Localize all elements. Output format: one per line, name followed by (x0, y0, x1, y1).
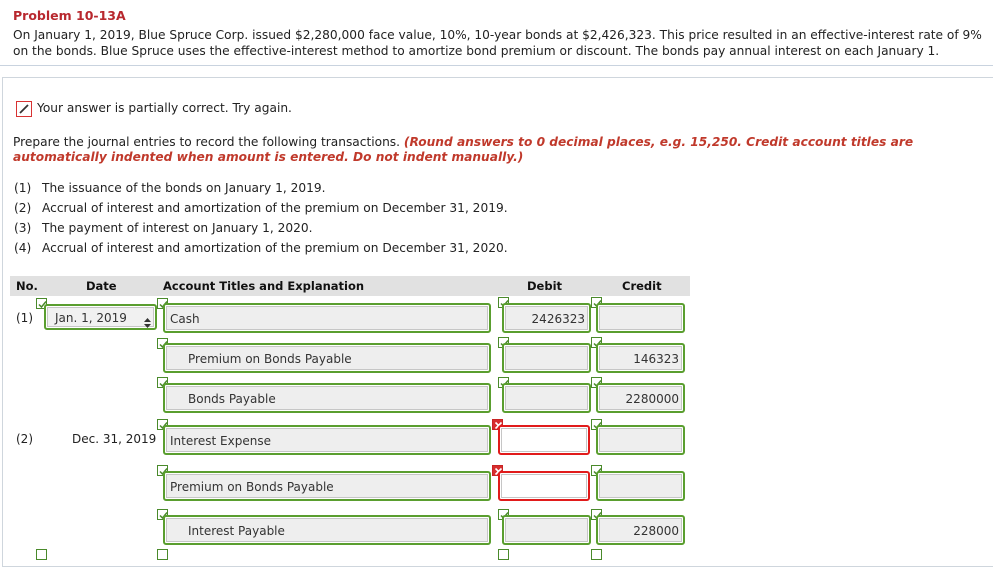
credit-value (599, 474, 682, 498)
debit-field[interactable] (502, 383, 591, 413)
credit-field[interactable] (596, 515, 685, 545)
credit-field[interactable] (596, 471, 685, 501)
credit-field[interactable] (596, 383, 685, 413)
debit-field[interactable] (502, 343, 591, 373)
transaction-number: (1) (14, 181, 32, 195)
header-credit: Credit (622, 279, 662, 293)
debit-value (505, 518, 588, 542)
debit-value (501, 428, 587, 452)
transaction-text: Accrual of interest and amortization of the premium on December 31, 2019. (42, 201, 508, 215)
account-title-field[interactable] (163, 425, 491, 455)
transaction-number: (3) (14, 221, 32, 235)
transaction-number: (4) (14, 241, 32, 255)
credit-field[interactable] (596, 343, 685, 373)
instructions-prompt: Prepare the journal entries to record the following transactions. (13, 135, 401, 149)
correct-check-icon (498, 549, 509, 560)
account-title-field[interactable] (163, 343, 491, 373)
credit-value (599, 428, 682, 452)
partial-correct-icon (16, 101, 32, 117)
correct-check-icon (591, 549, 602, 560)
list-item (14, 219, 508, 239)
header-debit: Debit (527, 279, 563, 293)
transaction-text: The payment of interest on January 1, 2020. (42, 221, 313, 235)
debit-value: 2426323 (505, 306, 588, 330)
account-title-value: Bonds Payable (166, 386, 488, 410)
problem-title: Problem 10-13A (13, 8, 126, 23)
debit-field[interactable] (498, 425, 590, 455)
list-item (14, 239, 508, 259)
debit-value (505, 386, 588, 410)
account-title-field[interactable] (163, 383, 491, 413)
account-title-value: Premium on Bonds Payable (166, 474, 488, 498)
debit-value (505, 346, 588, 370)
entry-date: Dec. 31, 2019 (72, 432, 157, 446)
debit-field[interactable] (498, 471, 590, 501)
date-select[interactable] (44, 304, 157, 330)
credit-field[interactable] (596, 303, 685, 333)
credit-value: 146323 (599, 346, 682, 370)
account-title-value: Interest Payable (166, 518, 488, 542)
debit-field[interactable] (502, 515, 591, 545)
header-account: Account Titles and Explanation (163, 279, 365, 293)
list-item (14, 179, 508, 199)
transaction-text: The issuance of the bonds on January 1, 2019. (42, 181, 326, 195)
instructions (13, 135, 993, 165)
credit-value: 2280000 (599, 386, 682, 410)
section-gap (0, 67, 993, 77)
entry-number: (2) (16, 432, 33, 446)
account-title-value: Interest Expense (166, 428, 488, 452)
account-title-value: Premium on Bonds Payable (166, 346, 488, 370)
entry-number: (1) (16, 311, 33, 325)
select-arrows-icon (144, 313, 151, 332)
transaction-list (14, 179, 508, 259)
problem-description: On January 1, 2019, Blue Spruce Corp. issued $2,280,000 face value, 10%, 10-year bonds at $2,426,323. This price resulted in an effective-interest rate of 9% on the bonds. Blue Spruce uses the effective-interest method to amortize bond premium or discount. The bonds pay annual interest on each January 1. (13, 28, 982, 58)
header-date: Date (86, 279, 117, 293)
header-no: No. (16, 279, 38, 293)
debit-field[interactable] (502, 303, 591, 333)
list-item (14, 199, 508, 219)
correct-check-icon (157, 549, 168, 560)
problem-statement (0, 0, 993, 66)
account-title-field[interactable] (163, 515, 491, 545)
account-title-field[interactable] (163, 303, 491, 333)
date-value: Jan. 1, 2019 (47, 307, 154, 327)
correct-check-icon (36, 549, 47, 560)
credit-field[interactable] (596, 425, 685, 455)
account-title-value: Cash (166, 306, 488, 330)
status-message: Your answer is partially correct. Try again. (37, 101, 292, 115)
credit-value: 228000 (599, 518, 682, 542)
transaction-number: (2) (14, 201, 32, 215)
journal-table-header (10, 276, 690, 296)
transaction-text: Accrual of interest and amortization of the premium on December 31, 2020. (42, 241, 508, 255)
account-title-field[interactable] (163, 471, 491, 501)
credit-value (599, 306, 682, 330)
debit-value (501, 474, 587, 498)
instructions-note: (Round answers to 0 decimal places, e.g. 15,250. Credit account titles are automatically indented when amount is entered. Do not indent manually.) (13, 135, 914, 164)
